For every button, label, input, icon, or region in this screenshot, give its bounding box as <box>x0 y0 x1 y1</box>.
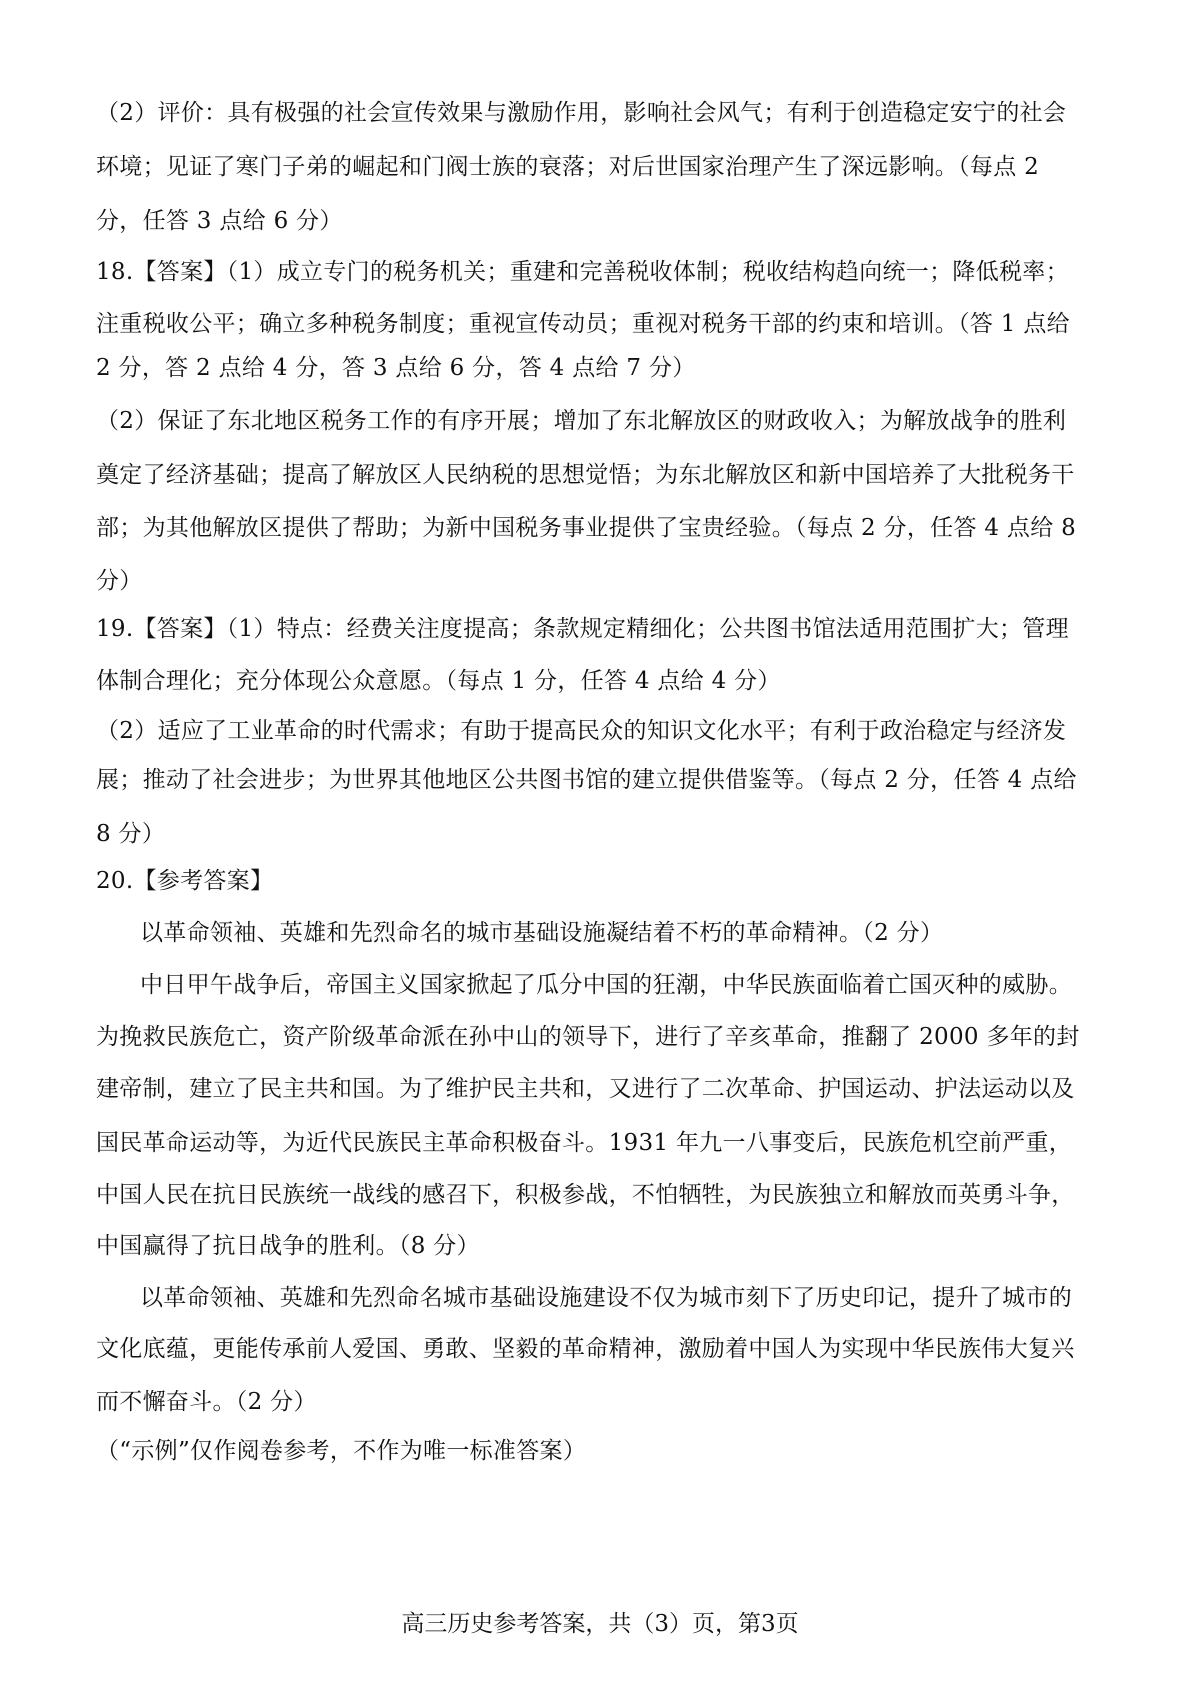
text-line: 部；为其他解放区提供了帮助；为新中国税务事业提供了宝贵经验。（每点 2 分，任答 4 点给 8 <box>96 515 1077 541</box>
text-line: 中国人民在抗日民族统一战线的感召下，积极参战，不怕牺牲，为民族独立和解放而英勇斗争， <box>96 1182 1075 1208</box>
text-line: 中日甲午战争后，帝国主义国家掀起了瓜分中国的狂潮，中华民族面临着亡国灭种的威胁。 <box>140 972 1072 998</box>
text-line: （2）评价：具有极强的社会宣传效果与激励作用，影响社会风气；有利于创造稳定安宁的社会 <box>96 100 1067 126</box>
text-line: 展；推动了社会进步；为世界其他地区公共图书馆的建立提供借鉴等。（每点 2 分，任答 4 点给 <box>96 767 1077 793</box>
text-line: 体制合理化；充分体现公众意愿。（每点 1 分，任答 4 点给 4 分） <box>96 668 781 694</box>
text-line: 国民革命运动等，为近代民族民主革命积极奋斗。1931 年九一八事变后，民族危机空前严重， <box>96 1130 1073 1156</box>
text-line: 8 分） <box>96 821 166 847</box>
text-line: 19.【答案】（1）特点：经费关注度提高；条款规定精细化；公共图书馆法适用范围扩大；管理 <box>96 616 1069 642</box>
text-line: 而不懈奋斗。（2 分） <box>96 1389 317 1415</box>
text-line: 奠定了经济基础；提高了解放区人民纳税的思想觉悟；为东北解放区和新中国培养了大批税务干 <box>96 462 1075 488</box>
text-line: 文化底蕴，更能传承前人爱国、勇敢、坚毅的革命精神，激励着中国人为实现中华民族伟大复兴 <box>96 1336 1075 1362</box>
text-line: 18.【答案】（1）成立专门的税务机关；重建和完善税收体制；税收结构趋向统一；降低税率； <box>96 259 1069 285</box>
text-line: 2 分，答 2 点给 4 分，答 3 点给 6 分，答 4 点给 7 分） <box>96 355 696 381</box>
section-heading: 20.【参考答案】 <box>96 868 274 894</box>
text-line: 注重税收公平；确立多种税务制度；重视宣传动员；重视对税务干部的约束和培训。（答 1 点给 <box>96 311 1070 337</box>
note-line: （“示例”仅作阅卷参考，不作为唯一标准答案） <box>96 1438 587 1464</box>
text-line: （2）保证了东北地区税务工作的有序开展；增加了东北解放区的财政收入；为解放战争的胜利 <box>96 408 1067 434</box>
page-footer: 高三历史参考答案，共（3）页，第3页 <box>401 1611 799 1637</box>
text-line: （2）适应了工业革命的时代需求；有助于提高民众的知识文化水平；有利于政治稳定与经济发 <box>96 718 1067 744</box>
text-line: 以革命领袖、英雄和先烈命名的城市基础设施凝结着不朽的革命精神。（2 分） <box>140 920 944 946</box>
text-line: 中国赢得了抗日战争的胜利。（8 分） <box>96 1233 480 1259</box>
text-line: 为挽救民族危亡，资产阶级革命派在孙中山的领导下，进行了辛亥革命，推翻了 2000 多年的封 <box>96 1024 1080 1050</box>
text-line: 分，任答 3 点给 6 分） <box>96 208 343 234</box>
text-line: 环境；见证了寒门子弟的崛起和门阀士族的衰落；对后世国家治理产生了深远影响。（每点 2 <box>96 154 1040 180</box>
text-line: 以革命领袖、英雄和先烈命名城市基础设施建设不仅为城市刻下了历史印记，提升了城市的 <box>140 1285 1072 1311</box>
text-line: 建帝制，建立了民主共和国。为了维护民主共和，又进行了二次革命、护国运动、护法运动以及 <box>96 1076 1075 1102</box>
text-line: 分） <box>96 568 143 594</box>
